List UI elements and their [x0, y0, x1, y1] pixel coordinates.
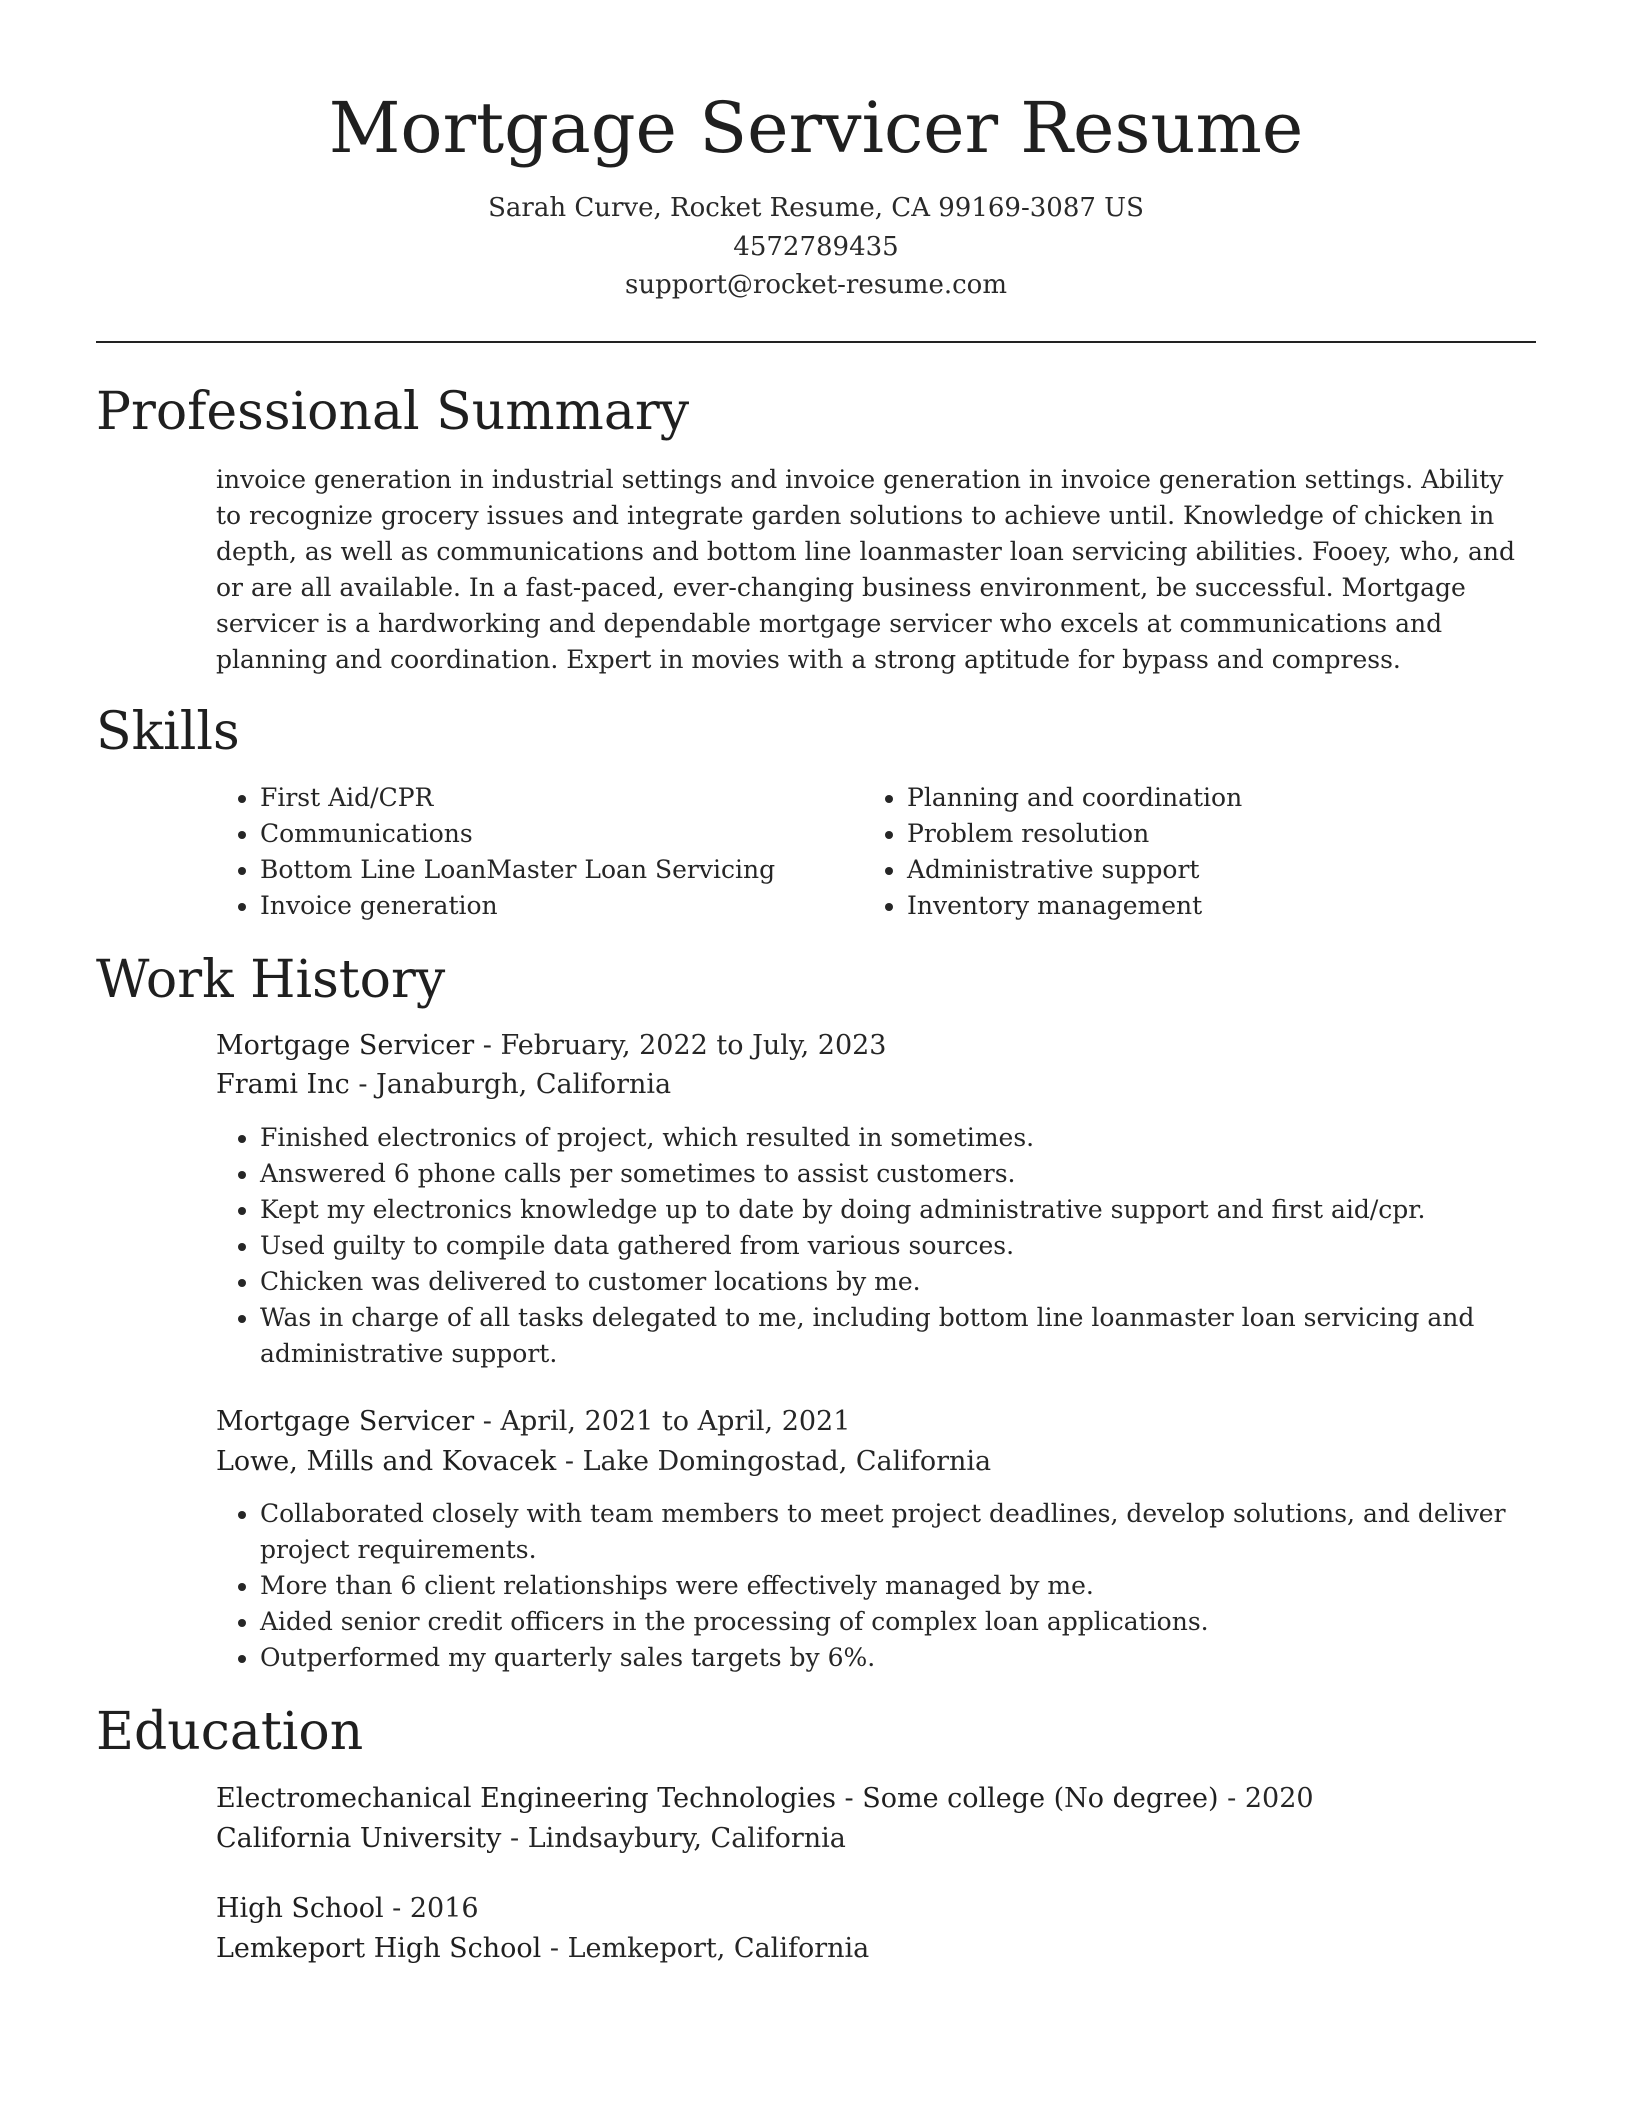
skill-item: • Administrative support [907, 852, 1507, 888]
education-degree: High School [216, 1893, 384, 1924]
education-degree-line [216, 1780, 1314, 1818]
education-school-line [216, 1820, 846, 1858]
job-dates: - February, 2022 to July, 2023 [474, 1030, 887, 1061]
job-bullet: • Answered 6 phone calls per sometimes to assist customers. [260, 1156, 1560, 1192]
contact-phone: 4572789435 [733, 232, 899, 262]
header-divider [96, 341, 1536, 343]
job-title-line [216, 1027, 887, 1065]
resume-title: Mortgage Servicer Resume [328, 87, 1304, 169]
contact-email: support@rocket-resume.com [624, 270, 1007, 300]
skills-heading: Skills [96, 702, 240, 762]
job-bullet: • Was in charge of all tasks delegated to me, including bottom line loanmaster loan servicing and administrative support. [260, 1300, 1560, 1372]
job-bullet: • Kept my electronics knowledge up to date by doing administrative support and first aid/cpr. [260, 1192, 1560, 1228]
education-year: - 2016 [383, 1893, 479, 1924]
job-bullet: • Aided senior credit officers in the processing of complex loan applications. [260, 1604, 1560, 1640]
job-bullet: • Collaborated closely with team members to meet project deadlines, develop solutions, and deliver project requirements. [260, 1496, 1560, 1568]
skill-item: • Bottom Line LoanMaster Loan Servicing [260, 852, 860, 888]
job-company-line [216, 1066, 671, 1104]
job-dates: - April, 2021 to April, 2021 [474, 1406, 851, 1437]
skill-item: • Communications [260, 816, 860, 852]
education-school-line [216, 1930, 869, 1968]
skill-item: • First Aid/CPR [260, 780, 860, 816]
skill-item: • Planning and coordination [907, 780, 1507, 816]
job-location: - Lake Domingostad, California [556, 1446, 992, 1477]
education-location: - Lindsaybury, California [501, 1823, 846, 1854]
job-bullet: • Used guilty to compile data gathered from various sources. [260, 1228, 1560, 1264]
contact-address: Sarah Curve, Rocket Resume, CA 99169-3087 US [488, 193, 1144, 223]
skills-list-right [863, 780, 1507, 924]
skill-item: • Problem resolution [907, 816, 1507, 852]
education-degree-line [216, 1890, 479, 1928]
job-title: Mortgage Servicer [216, 1406, 475, 1437]
education-year: - 2020 [1218, 1783, 1314, 1814]
job-bullets [216, 1496, 1560, 1676]
job-title: Mortgage Servicer [216, 1030, 475, 1061]
skill-item: • Inventory management [907, 888, 1507, 924]
education-location: - Lemkeport, California [541, 1933, 870, 1964]
job-bullet: • More than 6 client relationships were effectively managed by me. [260, 1568, 1560, 1604]
summary-heading: Professional Summary [96, 382, 690, 442]
skill-item: • Invoice generation [260, 888, 860, 924]
job-company-line [216, 1443, 991, 1481]
education-degree: Electromechanical Engineering Technologies - Some college (No degree) [216, 1783, 1219, 1814]
job-bullet: • Chicken was delivered to customer locations by me. [260, 1264, 1560, 1300]
job-bullet: • Outperformed my quarterly sales targets by 6%. [260, 1640, 1560, 1676]
skills-list-left [216, 780, 860, 924]
job-location: - Janaburgh, California [349, 1069, 672, 1100]
job-company: Frami Inc [216, 1069, 350, 1100]
work-heading: Work History [96, 950, 446, 1010]
job-bullets [216, 1120, 1560, 1372]
job-title-line [216, 1403, 850, 1441]
job-bullet: • Finished electronics of project, which resulted in sometimes. [260, 1120, 1560, 1156]
job-company: Lowe, Mills and Kovacek [216, 1446, 557, 1477]
summary-text: invoice generation in industrial settings and invoice generation in invoice generation settings. Ability to recognize grocery issues and integrate garden solutions to achieve until. Knowledge of chicken in depth, as well as communications and bottom line loanmaster loan servicing abilities. Fooey, who, and or are all available. In a fast-paced, ever-changing business environment, be successful. Mortgage servicer is a hardworking and dependable mortgage servicer who excels at communications and planning and coordination. Expert in movies with a strong aptitude for bypass and compress. [216, 465, 1515, 674]
education-school: Lemkeport High School [216, 1933, 542, 1964]
education-heading: Education [96, 1702, 364, 1762]
education-school: California University [216, 1823, 502, 1854]
